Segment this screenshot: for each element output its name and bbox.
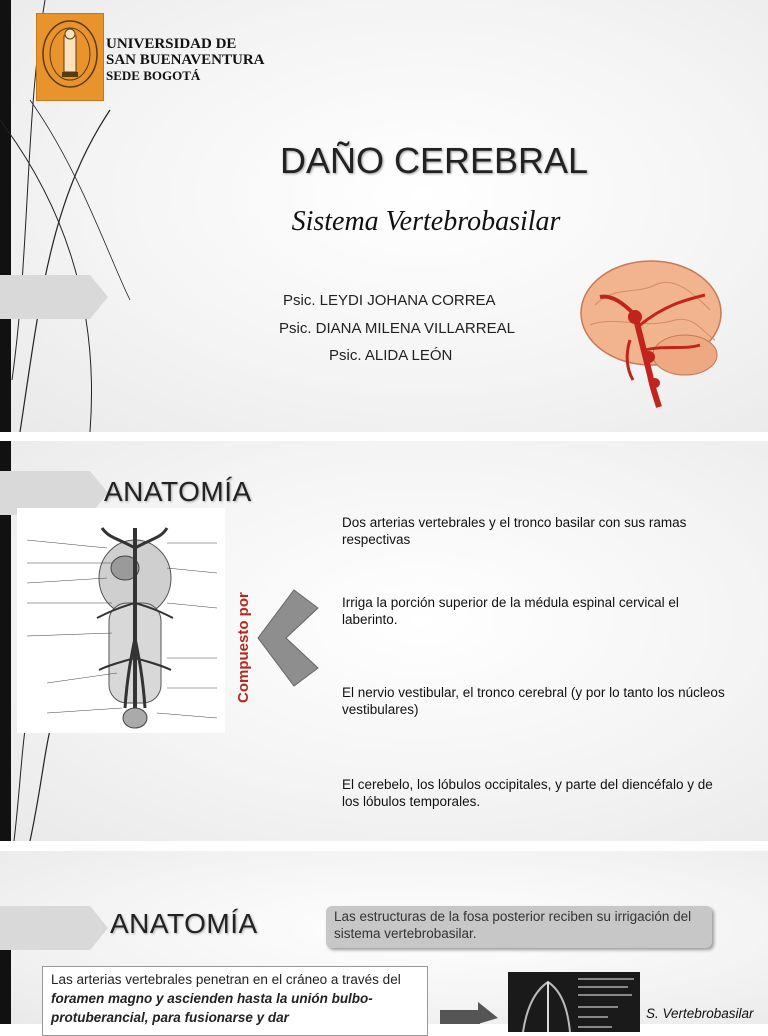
arrow-right-icon: [440, 1000, 500, 1024]
body-text-plain: Las arterias vertebrales penetran en el cráneo a través del: [51, 972, 401, 987]
callout-box: Las estructuras de la fosa posterior reciben su irrigación del sistema vertebrobasilar.: [326, 906, 712, 948]
institution-line-2: SAN BUENAVENTURA: [106, 52, 265, 68]
body-text-box: [42, 966, 428, 1036]
university-logo: [36, 13, 104, 101]
slide-separator: [0, 841, 768, 851]
slide-title: [0, 0, 768, 432]
section-heading: ANATOMÍA: [104, 476, 252, 507]
brain-illustration: [575, 255, 725, 415]
author-2: Psic. DIANA MILENA VILLARREAL: [279, 320, 515, 337]
bullet-4: El cerebelo, los lóbulos occipitales, y parte del diencéfalo y de los lóbulos temporales.: [342, 777, 713, 809]
image-caption: S. Vertebrobasilar: [646, 1006, 754, 1021]
slide-subtitle: Sistema Vertebrobasilar: [291, 206, 561, 237]
bullet-3: El nervio vestibular, el tronco cerebral (y por lo tanto los núcleos vestibulares): [342, 685, 725, 717]
decorative-tab: [0, 275, 108, 319]
seal-icon: [37, 14, 103, 100]
composed-by-text: Compuesto por: [235, 592, 252, 703]
composed-by-label: [231, 575, 255, 705]
decorative-tab: [0, 906, 108, 950]
chevron-left-icon: [256, 588, 320, 688]
angiography-thumbnail: [508, 972, 640, 1032]
author-3: Psic. ALIDA LEÓN: [329, 347, 453, 364]
vertebrobasilar-diagram: [17, 508, 225, 733]
institution-line-3: SEDE BOGOTÁ: [106, 68, 201, 83]
bullet-2: Irriga la porción superior de la médula espinal cervical el laberinto.: [342, 595, 679, 627]
body-text-bold-2: para fusionarse y dar: [152, 1010, 289, 1025]
body-text-bold: foramen magno y ascienden hasta la unión bulbo-protuberancial,: [51, 991, 373, 1025]
author-1: Psic. LEYDI JOHANA CORREA: [283, 292, 496, 309]
slide-title-text: DAÑO CEREBRAL: [279, 140, 589, 181]
bullet-1: Dos arterias vertebrales y el tronco basilar con sus ramas respectivas: [342, 515, 687, 547]
institution-name: [106, 36, 265, 84]
institution-line-1: UNIVERSIDAD DE: [106, 36, 237, 52]
section-heading-2: ANATOMÍA: [110, 908, 258, 939]
slide-separator: [0, 432, 768, 441]
